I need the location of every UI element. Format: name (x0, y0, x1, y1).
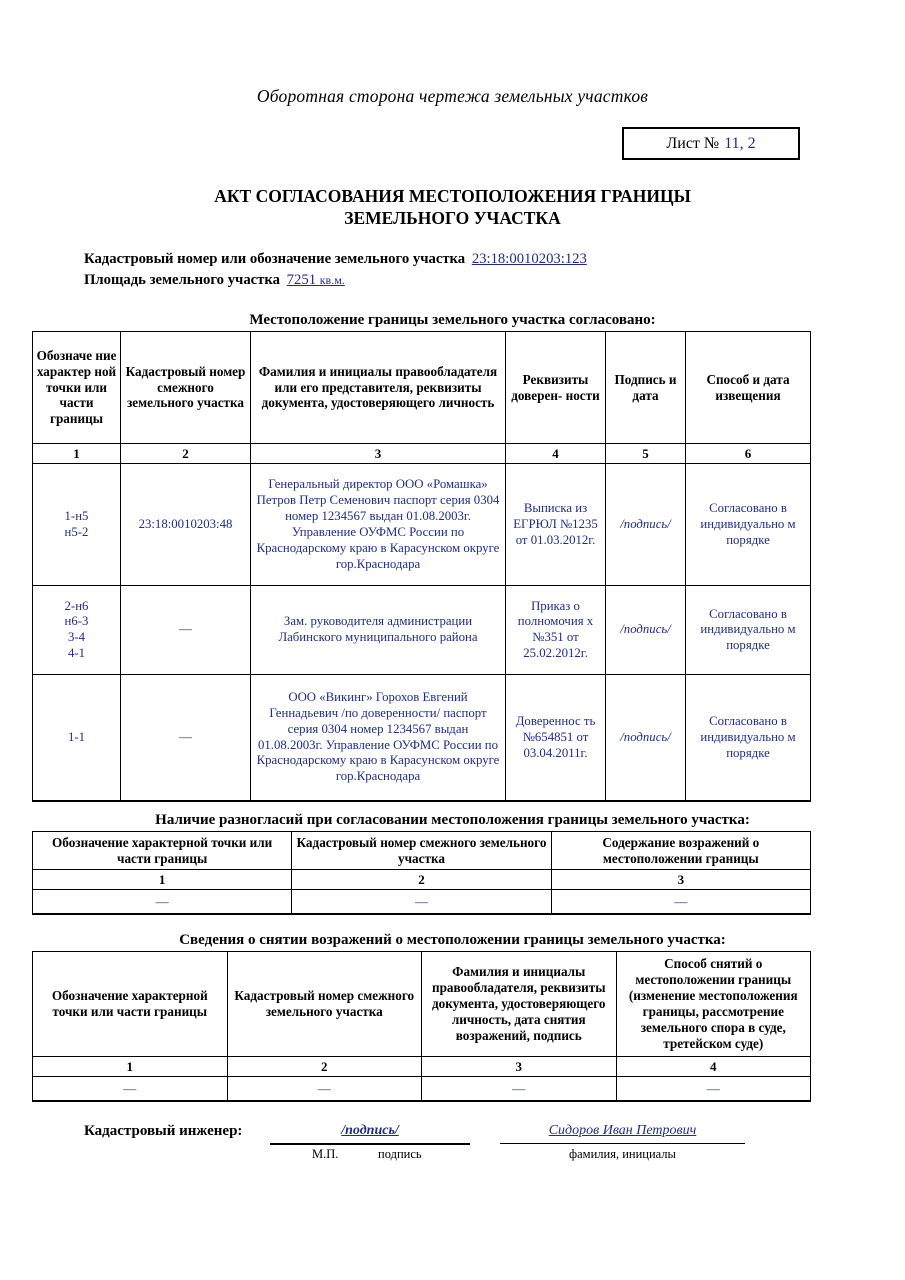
signature-caption: подпись (378, 1147, 422, 1161)
col-num-6: 6 (686, 444, 811, 464)
caption-removal: Сведения о снятии возражений о местоположении границы земельного участка: (179, 932, 726, 948)
area-unit: кв.м. (319, 273, 345, 287)
column-number-row (33, 1057, 811, 1077)
cell-neighbour-cadastral: 23:18:0010203:48 (121, 464, 251, 586)
page-title-line1: АКТ СОГЛАСОВАНИЯ МЕСТОПОЛОЖЕНИЯ ГРАНИЦЫ (214, 186, 691, 206)
table-row (33, 890, 811, 914)
col-num-3: 3 (422, 1057, 617, 1077)
cell-neighbour-cadastral: — (121, 586, 251, 675)
cell-notice: Согласовано в индивидуально м порядке (686, 586, 811, 675)
col-header-signature-date: Подпись и дата (606, 332, 686, 444)
cell-removal-method: — (616, 1077, 811, 1101)
col-header-point: Обозначе ние характер ной точки или части границы (33, 332, 121, 444)
table-row (33, 675, 811, 801)
cell-signature: /подпись/ (606, 586, 686, 675)
col-header-power-of-attorney: Реквизиты доверен- ности (506, 332, 606, 444)
area-label: Площадь земельного участка (84, 272, 280, 288)
cell-neighbour-cadastral: — (227, 1077, 422, 1101)
stamp-note: М.П. (312, 1147, 339, 1161)
col-num-2: 2 (292, 870, 551, 890)
name-caption: фамилия, инициалы (569, 1147, 676, 1161)
table-header-row (33, 952, 811, 1057)
name-rule (500, 1143, 745, 1144)
disagreements-table (32, 831, 811, 915)
caption-disagreements: Наличие разногласий при согласовании местоположения границы земельного участка: (155, 812, 750, 828)
cell-holder: — (422, 1077, 617, 1101)
col-num-5: 5 (606, 444, 686, 464)
cell-point: 1-1 (33, 675, 121, 801)
sheet-number-label: Лист № (666, 134, 720, 152)
cell-point: 2-н6 н6-3 3-4 4-1 (33, 586, 121, 675)
cell-neighbour-cadastral: — (121, 675, 251, 801)
cell-point: 1-н5 н5-2 (33, 464, 121, 586)
cell-power-of-attorney: Выписка из ЕГРЮЛ №1235 от 01.03.2012г. (506, 464, 606, 586)
cell-power-of-attorney: Приказ о полномочия х №351 от 25.02.2012г. (506, 586, 606, 675)
signature-block (0, 1118, 905, 1178)
cell-power-of-attorney: Довереннос ть №654851 от 03.04.2011г. (506, 675, 606, 801)
table-header-row (33, 832, 811, 870)
page-title-line2: ЗЕМЕЛЬНОГО УЧАСТКА (344, 208, 561, 229)
cell-holder: Зам. руководителя администрации Лабинского муниципального района (251, 586, 506, 675)
sheet-number-value: 11, 2 (724, 134, 756, 152)
col-header-objection-content: Содержание возражений о местоположении границы (551, 832, 810, 870)
col-header-removal-method: Способ снятий о местоположении границы (изменение местоположения границы, рассмотрение земельного спора в суде, третейском суде) (616, 952, 811, 1057)
area-value: 7251 кв.м. (286, 272, 345, 288)
col-header-holder: Фамилия и инициалы правообладателя, реквизиты документа, удостоверяющего личность, дата снятия возражений, подпись (422, 952, 617, 1057)
page-title (0, 185, 905, 230)
reverse-side-note: Оборотная сторона чертежа земельных участков (256, 86, 649, 106)
cell-signature: /подпись/ (606, 464, 686, 586)
column-number-row (33, 444, 811, 464)
agreement-table (32, 331, 811, 802)
col-num-1: 1 (33, 870, 292, 890)
column-number-row (33, 870, 811, 890)
col-num-3: 3 (251, 444, 506, 464)
col-header-point: Обозначение характерной точки или части границы (33, 832, 292, 870)
caption-agreed: Местоположение границы земельного участка согласовано: (249, 312, 656, 328)
table-row (33, 586, 811, 675)
cell-point: — (33, 1077, 228, 1101)
cell-signature: /подпись/ (606, 675, 686, 801)
cell-notice: Согласовано в индивидуально м порядке (686, 675, 811, 801)
engineer-name-value: Сидоров Иван Петрович (548, 1123, 697, 1138)
cell-objection-content: — (551, 890, 810, 914)
col-header-neighbour-cadastral: Кадастровый номер смежного земельного участка (121, 332, 251, 444)
cell-point: — (33, 890, 292, 914)
cell-notice: Согласовано в индивидуально м порядке (686, 464, 811, 586)
cell-holder: Генеральный директор ООО «Ромашка» Петров Петр Семенович паспорт серия 0304 номер 1234567 выдан 01.08.2003г. Управление ОУФМС России по Краснодарскому краю в Карасунском округе гор.Краснодара (251, 464, 506, 586)
cell-neighbour-cadastral: — (292, 890, 551, 914)
removal-table (32, 951, 811, 1102)
cadastral-number-label: Кадастровый номер или обозначение земельного участка (84, 251, 466, 267)
cadastral-number-line (84, 251, 590, 268)
table-row (33, 1077, 811, 1101)
engineer-signature-value: /подпись/ (341, 1123, 399, 1138)
col-num-3: 3 (551, 870, 810, 890)
sheet-number-box (622, 127, 800, 160)
cell-holder: ООО «Викинг» Горохов Евгений Геннадьевич /по доверенности/ паспорт серия 0304 номер 1234567 выдан 01.08.2003г. Управление ОУФМС России по Краснодарскому краю в Карасунском округе гор.Краснодара (251, 675, 506, 801)
col-header-holder: Фамилия и инициалы правообладателя или его представителя, реквизиты документа, удостоверяющего личность (251, 332, 506, 444)
table-row (33, 464, 811, 586)
col-num-2: 2 (121, 444, 251, 464)
col-header-point: Обозначение характерной точки или части границы (33, 952, 228, 1057)
cadastral-number-value: 23:18:0010203:123 (471, 251, 587, 267)
col-header-neighbour-cadastral: Кадастровый номер смежного земельного участка (227, 952, 422, 1057)
col-num-1: 1 (33, 444, 121, 464)
cadastral-engineer-label: Кадастровый инженер: (84, 1123, 243, 1139)
table-header-row (33, 332, 811, 444)
col-header-neighbour-cadastral: Кадастровый номер смежного земельного участка (292, 832, 551, 870)
signature-rule (270, 1143, 470, 1145)
area-line (84, 272, 348, 289)
col-num-4: 4 (616, 1057, 811, 1077)
col-num-2: 2 (227, 1057, 422, 1077)
col-num-1: 1 (33, 1057, 228, 1077)
col-num-4: 4 (506, 444, 606, 464)
col-header-notice: Способ и дата извещения (686, 332, 811, 444)
